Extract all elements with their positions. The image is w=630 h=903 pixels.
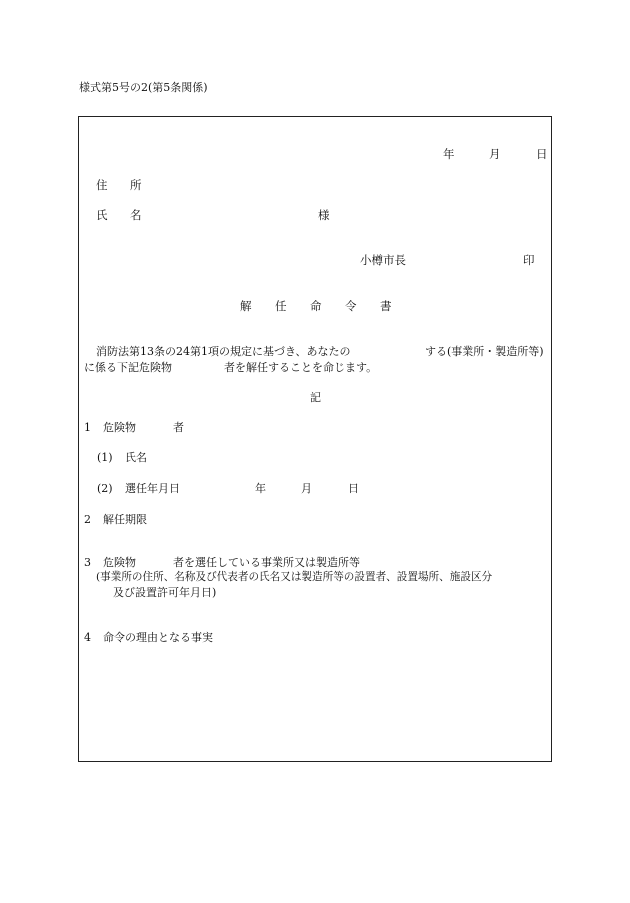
title-char-1: 解 xyxy=(240,299,252,313)
item1-sub2-day: 日 xyxy=(348,482,359,495)
form-label: 様式第5号の2(第5条関係) xyxy=(79,81,208,94)
date-month-label: 月 xyxy=(489,147,501,161)
item4-number: 4 xyxy=(84,631,91,644)
title-char-3: 命 xyxy=(310,299,322,313)
title-char-2: 任 xyxy=(275,299,287,313)
item3-suffix: 者を選任している事業所又は製造所等 xyxy=(173,556,360,569)
item1-sub2-month: 月 xyxy=(301,482,312,495)
address-label-char-2: 所 xyxy=(130,178,142,192)
address-label-char-1: 住 xyxy=(96,178,108,192)
title-char-5: 書 xyxy=(380,299,392,313)
item1-sub2-number: (2) xyxy=(97,482,113,495)
name-label-char-2: 名 xyxy=(130,208,142,222)
date-day-label: 日 xyxy=(536,147,548,161)
body-line1-part2: する(事業所・製造所等) xyxy=(425,345,544,358)
item1-sub1-number: (1) xyxy=(97,451,113,464)
item1-sub2-year: 年 xyxy=(255,482,266,495)
item1-sub2-label: 選任年月日 xyxy=(125,482,180,495)
item2-label: 解任期限 xyxy=(103,513,147,526)
honorific: 様 xyxy=(318,208,330,222)
form-frame xyxy=(78,116,552,762)
item2-number: 2 xyxy=(84,513,91,526)
item1-number: 1 xyxy=(84,421,91,434)
title-char-4: 令 xyxy=(345,299,357,313)
item4-label: 命令の理由となる事実 xyxy=(103,631,213,644)
name-label-char-1: 氏 xyxy=(96,208,108,222)
item3-label: 危険物 xyxy=(103,556,136,569)
item3-note-line1: (事業所の住所、名称及び代表者の氏名又は製造所等の設置者、設置場所、施設区分 xyxy=(96,571,493,583)
body-line2-part1: に係る下記危険物 xyxy=(84,361,172,374)
issuer: 小樽市長 xyxy=(360,253,406,267)
body-line2-part2: 者を解任することを命じます。 xyxy=(224,361,378,374)
seal-label: 印 xyxy=(523,253,535,267)
item1-sub1-label: 氏名 xyxy=(125,451,147,464)
item1-suffix: 者 xyxy=(173,421,184,434)
item3-number: 3 xyxy=(84,556,91,569)
body-line1-part1: 消防法第13条の24第1項の規定に基づき、あなたの xyxy=(96,345,351,358)
date-year-label: 年 xyxy=(443,147,455,161)
item3-note-line2: 及び設置許可年月日) xyxy=(113,586,217,599)
item1-label: 危険物 xyxy=(103,421,136,434)
ki-label: 記 xyxy=(310,391,321,404)
